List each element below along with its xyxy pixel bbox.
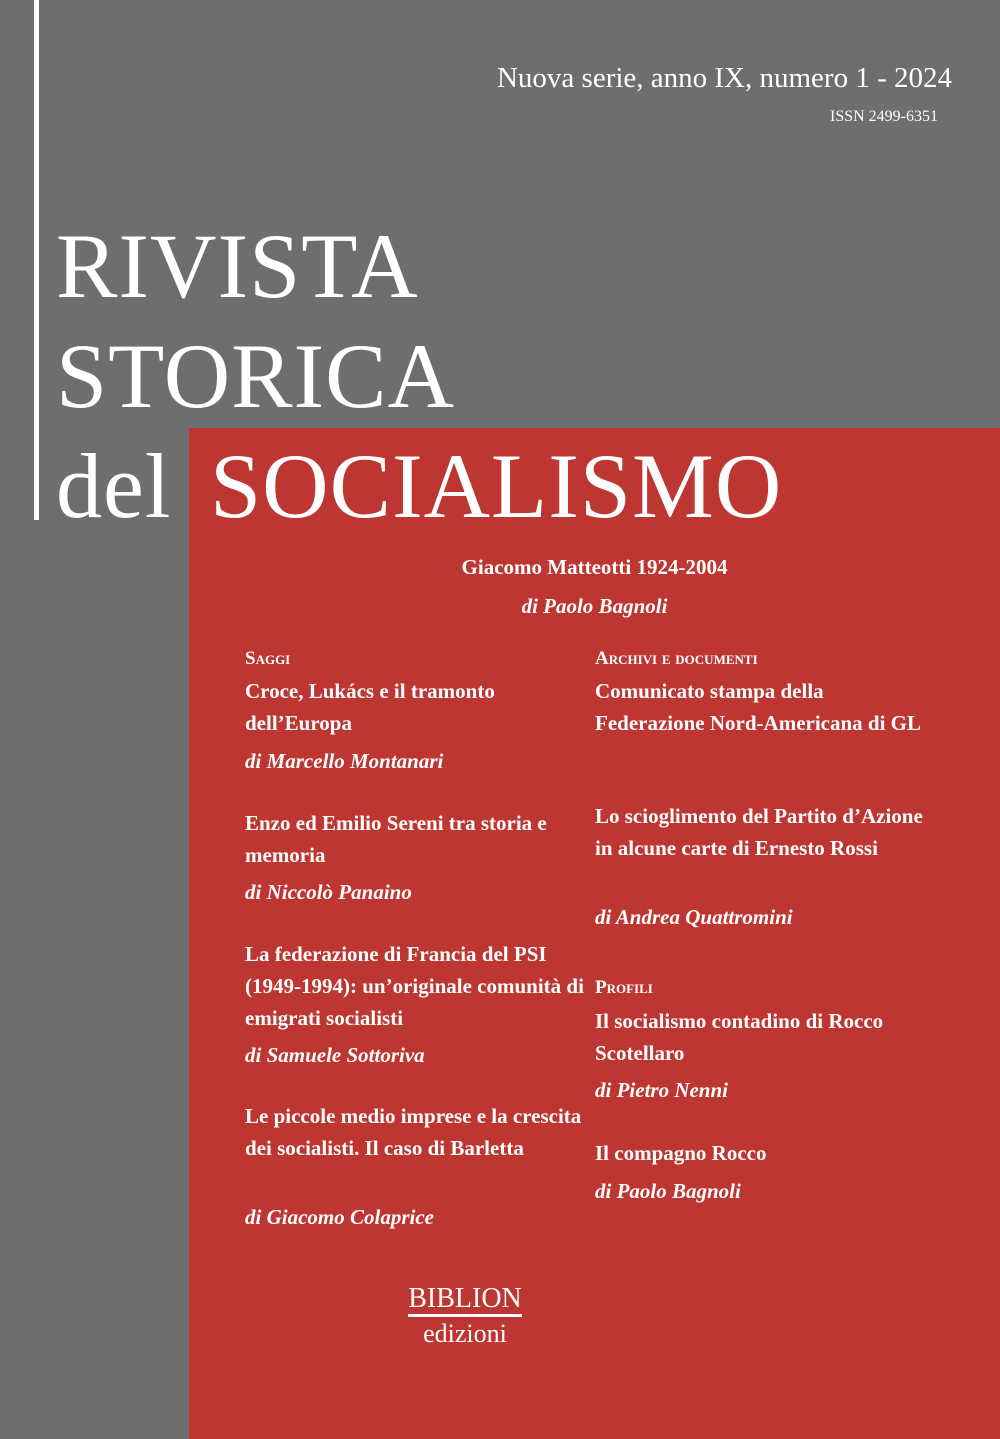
section-saggi: Saggi [245,648,291,669]
section-profili: Profili [595,977,653,998]
publisher-logo [395,1285,535,1347]
feature-title: Giacomo Matteotti 1924-2004 [461,555,728,579]
article-title: Comunicato stampa della Federazione Nord-Americana di GL [595,679,922,735]
article-author: di Andrea Quattromini [595,905,793,929]
issue-info: Nuova serie, anno IX, numero 1 - 2024 [496,62,952,94]
masthead-del: del [56,435,172,537]
masthead-line-1: RIVISTA [56,215,419,317]
article-author: di Paolo Bagnoli [595,1179,741,1203]
article-title: Croce, Lukács e il tramonto dell’Europa [245,679,495,735]
article-author: di Marcello Montanari [245,749,444,773]
article-author: di Pietro Nenni [595,1078,729,1102]
article-title: Enzo ed Emilio Sereni tra storia e memoria [245,811,547,867]
article-author: di Samuele Sottoriva [245,1043,425,1067]
article-title: Il socialismo contadino di Rocco Scotellaro [595,1009,884,1065]
masthead-line-2: STORICA [56,325,455,427]
article-title: Il compagno Rocco [595,1141,767,1165]
article-title: Le piccole medio imprese e la crescita dei socialisti. Il caso di Barletta [245,1104,582,1160]
issn: ISSN 2499-6351 [829,108,938,125]
article-author: di Niccolò Panaino [245,880,412,904]
feature-author: di Paolo Bagnoli [521,594,668,618]
article-author: di Giacomo Colaprice [245,1205,434,1229]
publisher-name: BIBLION [408,1285,522,1317]
article-title: Lo scioglimento del Partito d’Azione in alcune carte di Ernesto Rossi [595,804,923,860]
masthead-socialismo: SOCIALISMO [210,435,783,537]
decorative-vertical-rule [34,0,39,520]
publisher-sub: edizioni [423,1319,507,1348]
article-title: La federazione di Francia del PSI (1949-1994): un’originale comunità di emigrati socialisti [245,942,584,1030]
section-archivi: Archivi e documenti [595,648,758,669]
